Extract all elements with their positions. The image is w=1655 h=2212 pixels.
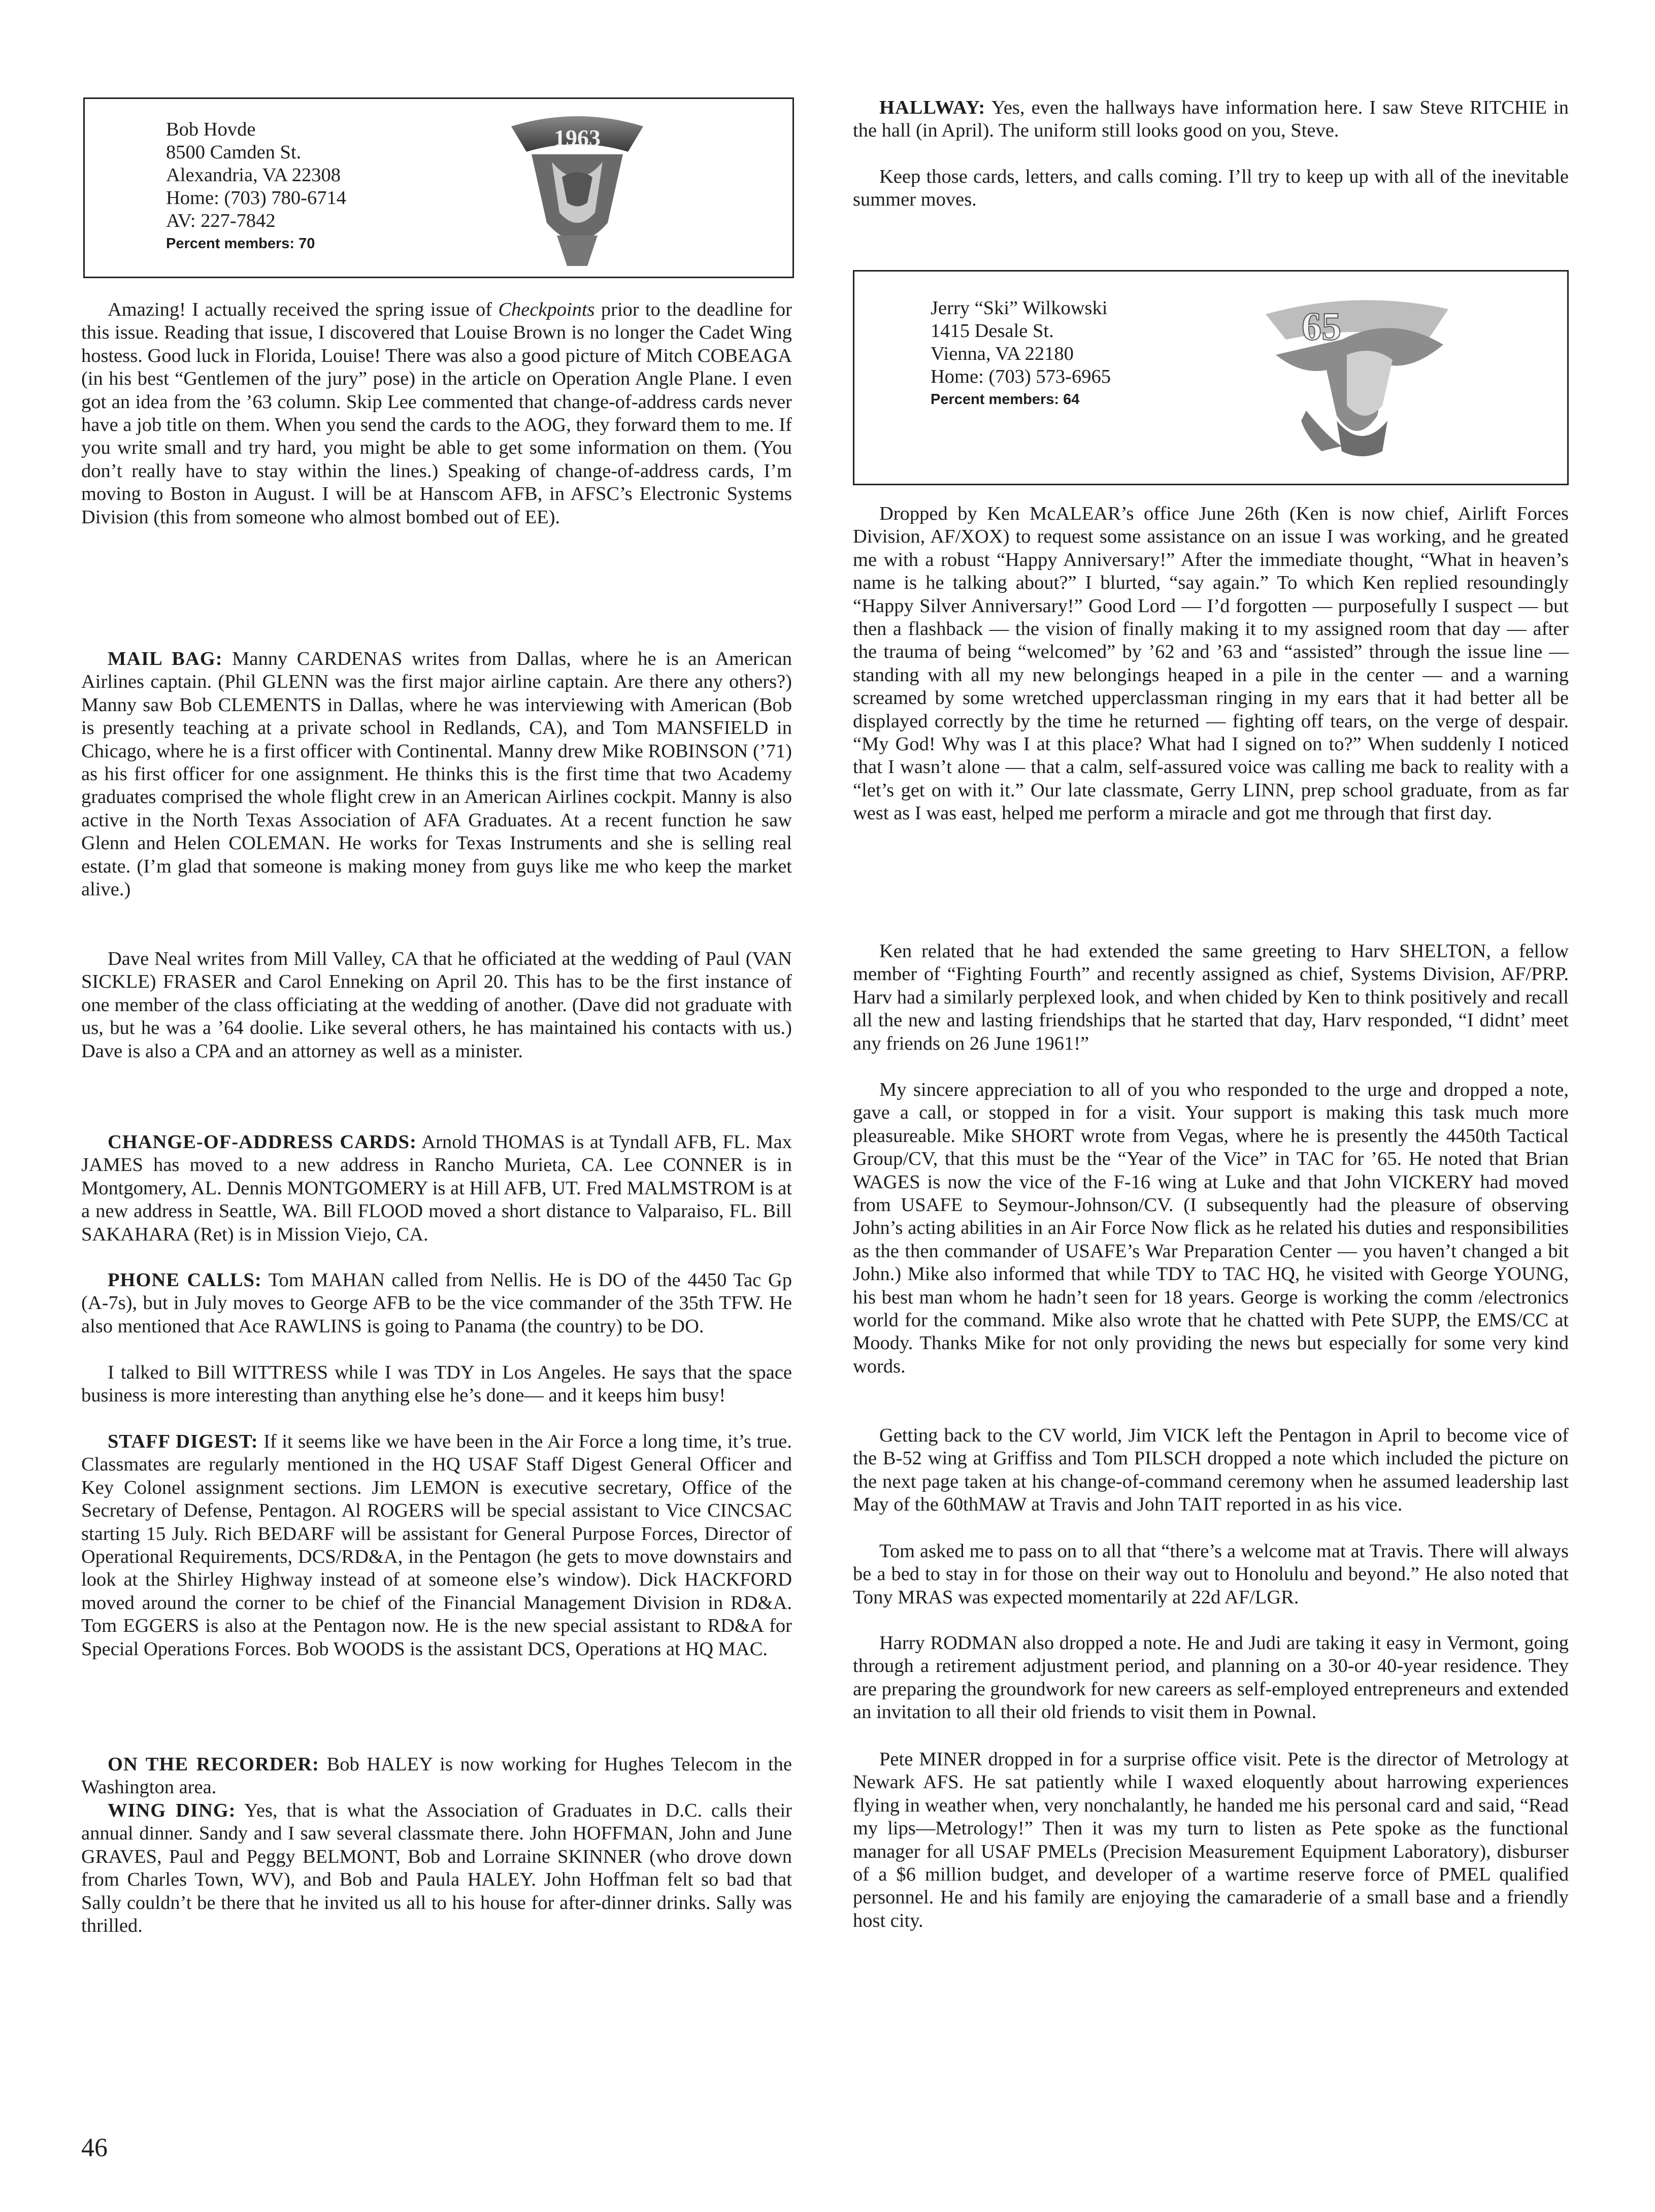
phone-calls-heading: PHONE CALLS:: [108, 1269, 262, 1291]
wing-ding-paragraph: WING DING: Yes, that is what the Association of Graduates in D.C. calls their annual dinner. Sandy and I saw several classmate there. John HOFFMAN, John and June GRAVES, Paul and Peggy BELMONT, Bob and Lorraine SKINNER (who drove down from Charles Town, WV), and Bob and Paula HALEY. John Hoffman felt so bad that Sally couldn’t be there that he invited us all to his house for after-dinner drinks. Sally was thrilled.: [81, 1800, 792, 1937]
scribe-city: Vienna, VA 22180: [931, 343, 1074, 364]
dave-neal-paragraph: Dave Neal writes from Mill Valley, CA that he officiated at the wedding of Paul (VAN SICKLE) FRASER and Carol Enneking on April 20. This has to be the first instance of one member of the class officiating at the wedding of another. (Dave did not graduate with us, but he was a ’64 doolie. Like several others, he has maintained his contacts with us.) Dave is also a CPA and an attorney as well as a minister.: [81, 948, 792, 1062]
staff-digest-paragraph: STAFF DIGEST: If it seems like we have been in the Air Force a long time, it’s true. Classmates are regularly mentioned in the HQ USAF Staff Digest General Officer and Key Colonel assignment sections. Jim LEMON is executive secretary, Office of the Secretary of Defense, Pentagon. Al ROGERS will be special assistant to Vice CINCSAC starting 15 July. Rich BEDARF will be assistant for General Purpose Forces, Director of Operational Requirements, DCS/RD&A, in the Pentagon (he gets to move downstairs and look at the Shirley Highway instead of at someone else’s window). Dick HACKFORD moved around the corner to be chief of the Financial Management Division in RD&A. Tom EGGERS is also at the Pentagon now. He is the new special assistant to RD&A for Special Operations Forces. Bob WOODS is the assistant DCS, Operations at HQ MAC.: [81, 1431, 792, 1660]
closing-paragraph: Keep those cards, letters, and calls coming. I’ll try to keep up with all of the inevitable summer moves.: [853, 166, 1569, 211]
scribe-city: Alexandria, VA 22308: [166, 164, 341, 186]
on-the-recorder-heading: ON THE RECORDER:: [108, 1754, 319, 1775]
checkpoints-title: Checkpoints: [498, 299, 595, 320]
scribe-name: Bob Hovde: [166, 119, 256, 140]
pete-miner-paragraph: Pete MINER dropped in for a surprise office visit. Pete is the director of Metrology at Newark AFS. He sat patiently while I waxed eloquently about harrowing experiences flying in weather when, very nonchalantly, he handed me his personal card and said, “Read my lips—Metrology!” Then it was my turn to listen as Pete spoke as the functional manager for all USAF PMELs (Precision Measurement Equipment Laboratory), disburser of a $6 million budget, and developer of a wartime reserve force of PMEL qualified personnel. He and his family are enjoying the camaraderie of a small base and a friendly host city.: [853, 1749, 1569, 1931]
hallway-heading: HALLWAY:: [879, 97, 986, 118]
class-1963-crest-image: [501, 106, 653, 274]
staff-digest-heading: STAFF DIGEST:: [108, 1431, 258, 1452]
change-of-address-heading: CHANGE-OF-ADDRESS CARDS:: [108, 1131, 417, 1153]
class-1965-address: [931, 297, 1111, 411]
hallway-paragraph: HALLWAY: Yes, even the hallways have information here. I saw Steve RITCHIE in the hall (in April). The uniform still looks good on you, Steve.: [853, 97, 1569, 142]
percent-members: Percent members: 64: [931, 391, 1080, 408]
scribe-street: 1415 Desale St.: [931, 320, 1054, 342]
mail-bag-paragraph: MAIL BAG: Manny CARDENAS writes from Dallas, where he is an American Airlines captain. (Phil GLENN was the first major airline captain. Are there any others?) Manny saw Bob CLEMENTS in Dallas, where he was interviewing with American (Bob is presently teaching at a private school in Redlands, CA), and Tom MANSFIELD in Chicago, where he is a first officer with Continental. Manny drew Mike ROBINSON (’71) as his first officer for one assignment. He thinks this is the first time that two Academy graduates comprised the whole flight crew in an American Airlines cockpit. Manny is also active in the North Texas Association of AFA Graduates. At a recent function he saw Glenn and Helen COLEMAN. He works for Texas Instruments and she is selling real estate. (I’m glad that someone is making money from guys like me who keep the market alive.): [81, 648, 792, 900]
scribe-home-phone: Home: (703) 780-6714: [166, 187, 346, 209]
scribe-av-phone: AV: 227-7842: [166, 210, 276, 231]
phone-calls-paragraph: PHONE CALLS: Tom MAHAN called from Nellis. He is DO of the 4450 Tac Gp (A-7s), but in July moves to George AFB to be the vice commander of the 35th TFW. He also mentioned that Ace RAWLINS is going to Panama (the country) to be DO.: [81, 1269, 792, 1337]
bill-wittress-paragraph: I talked to Bill WITTRESS while I was TDY in Los Angeles. He says that the space business is more interesting than anything else he’s done— and it keeps him busy!: [81, 1362, 792, 1406]
mail-bag-heading: MAIL BAG:: [108, 648, 223, 669]
percent-members: Percent members: 70: [166, 236, 315, 252]
scribe-street: 8500 Camden St.: [166, 142, 302, 163]
travis-paragraph: Tom asked me to pass on to all that “there’s a welcome mat at Travis. There will always be a bed to stay in for those on their way out to Honolulu and beyond.” He also noted that Tony MRAS was expected momentarily at 22d AF/LGR.: [853, 1540, 1569, 1608]
appreciation-paragraph: My sincere appreciation to all of you who responded to the urge and dropped a note, gave a call, or stopped in for a visit. Your support is making this task much more pleasureable. Mike SHORT wrote from Vegas, where he is presently the 4450th Tactical Group/CV, that this must be the “Year of the Vice” in TAC for ’65. He noted that Brian WAGES is now the vice of the F-16 wing at Luke and that John VICKERY had moved from USAFE to Seymour-Johnson/CV. (I subsequently had the pleasure of observing John’s acting abilities in an Air Force Now flick as he related his duties and responsibilities as the then commander of USAFE’s War Preparation Center — you haven’t changed a bit John.) Mike also informed that while TDY to TAC HQ, he visited with George YOUNG, his best man whom he hadn’t seen for 18 years. George is working the comm /electronics world for the command. Mike also wrote that he chatted with Pete SUPP, the EMS/CC at Moody. Thanks Mike for not only providing the news but especially for some very kind words.: [853, 1079, 1569, 1377]
class-1963-address: [166, 118, 346, 255]
wing-ding-heading: WING DING:: [108, 1800, 236, 1821]
page-number: 46: [81, 2133, 108, 2162]
scribe-home-phone: Home: (703) 573-6965: [931, 366, 1111, 387]
change-of-address-paragraph: CHANGE-OF-ADDRESS CARDS: Arnold THOMAS is at Tyndall AFB, FL. Max JAMES has moved to a new address in Rancho Murieta, CA. Lee CONNER is in Montgomery, AL. Dennis MONTGOMERY is at Hill AFB, UT. Fred MALMSTROM is at a new address in Seattle, WA. Bill FLOOD moved a short distance to Valparaiso, FL. Bill SAKAHARA (Ret) is in Mission Viejo, CA.: [81, 1131, 792, 1245]
class-1963-address-box: [83, 97, 794, 278]
ken-mcalear-paragraph: Dropped by Ken McALEAR’s office June 26th (Ken is now chief, Airlift Forces Division, AF/XOX) to request some assistance on an issue I was working, and he greated me with a robust “Happy Anniversary!” After the immediate thought, “What in heaven’s name is he talking about?” I blurted, “say again.” To which Ken replied resoundingly “Happy Silver Anniversary!” Good Lord — I’d forgotten — purposefully I suspect — but then a flashback — the vision of finally making it to my assigned room that day — after the trauma of being “welcomed” by ’62 and ’63 and “assisted” through the issue line — standing with all my new belongings heaped in a pile in the center — and a warning screamed by some wretched upperclassman ringing in my ears that it had better all be displayed correctly by the time he returned — fighting off tears, on the verge of despair. “My God! Why was I at this place? What had I signed on to?” When suddenly I noticed that I wasn’t alone — that a calm, self-assured voice was calling me back to reality with a “let’s get on with it.” Our late classmate, Gerry LINN, prep school graduate, from as far west as I was east, helped me perform a miracle and got me through that first day.: [853, 503, 1569, 824]
class-1965-crest-image: [1261, 284, 1453, 466]
crest-1965-label: 65: [1302, 304, 1341, 348]
scribe-name: Jerry “Ski” Wilkowski: [931, 297, 1108, 319]
intro-paragraph: Amazing! I actually received the spring issue of Checkpoints prior to the deadline for this issue. Reading that issue, I discovered that Louise Brown is no longer the Cadet Wing hostess. Good luck in Florida, Louise! There was also a good picture of Mitch COBEAGA (in his best “Gentlemen of the jury” pose) in the article on Operation Angle Plane. I even got an idea from the ’63 column. Skip Lee commented that change-of-address cards never have a job title on them. When you send the cards to the AOG, they forward them to me. If you write small and try hard, you might be able to get some information on them. (You don’t really have to stay within the lines.) Speaking of change-of-address cards, I’m moving to Boston in August. I will be at Hanscom AFB, in AFSC’s Electronic Systems Division (this from someone who almost bombed out of EE).: [81, 299, 792, 528]
crest-1963-label: 1963: [554, 125, 601, 151]
jim-vick-paragraph: Getting back to the CV world, Jim VICK left the Pentagon in April to become vice of the B-52 wing at Griffiss and Tom PILSCH dropped a note which included the picture on the next page taken at his change-of-command ceremony when he assumed leadership last May of the 60thMAW at Travis and John TAIT reported in as his vice.: [853, 1425, 1569, 1516]
on-the-recorder-paragraph: ON THE RECORDER: Bob HALEY is now working for Hughes Telecom in the Washington area.: [81, 1754, 792, 1798]
harv-shelton-paragraph: Ken related that he had extended the same greeting to Harv SHELTON, a fellow member of “Fighting Fourth” and recently assigned as chief, Systems Division, AF/PRP. Harv had a similarly perplexed look, and when chided by Ken to think positively and recall all the new and lasting friendships that he started that day, Harv responded, “I didnt’ meet any friends on 26 June 1961!”: [853, 941, 1569, 1054]
harry-rodman-paragraph: Harry RODMAN also dropped a note. He and Judi are taking it easy in Vermont, going through a retirement adjustment period, and planning on a 30-or 40-year residence. They are preparing the groundwork for new careers as self-employed entrepreneurs and extended an invitation to all their old friends to visit them in Pownal.: [853, 1632, 1569, 1723]
class-1965-address-box: [853, 270, 1569, 485]
